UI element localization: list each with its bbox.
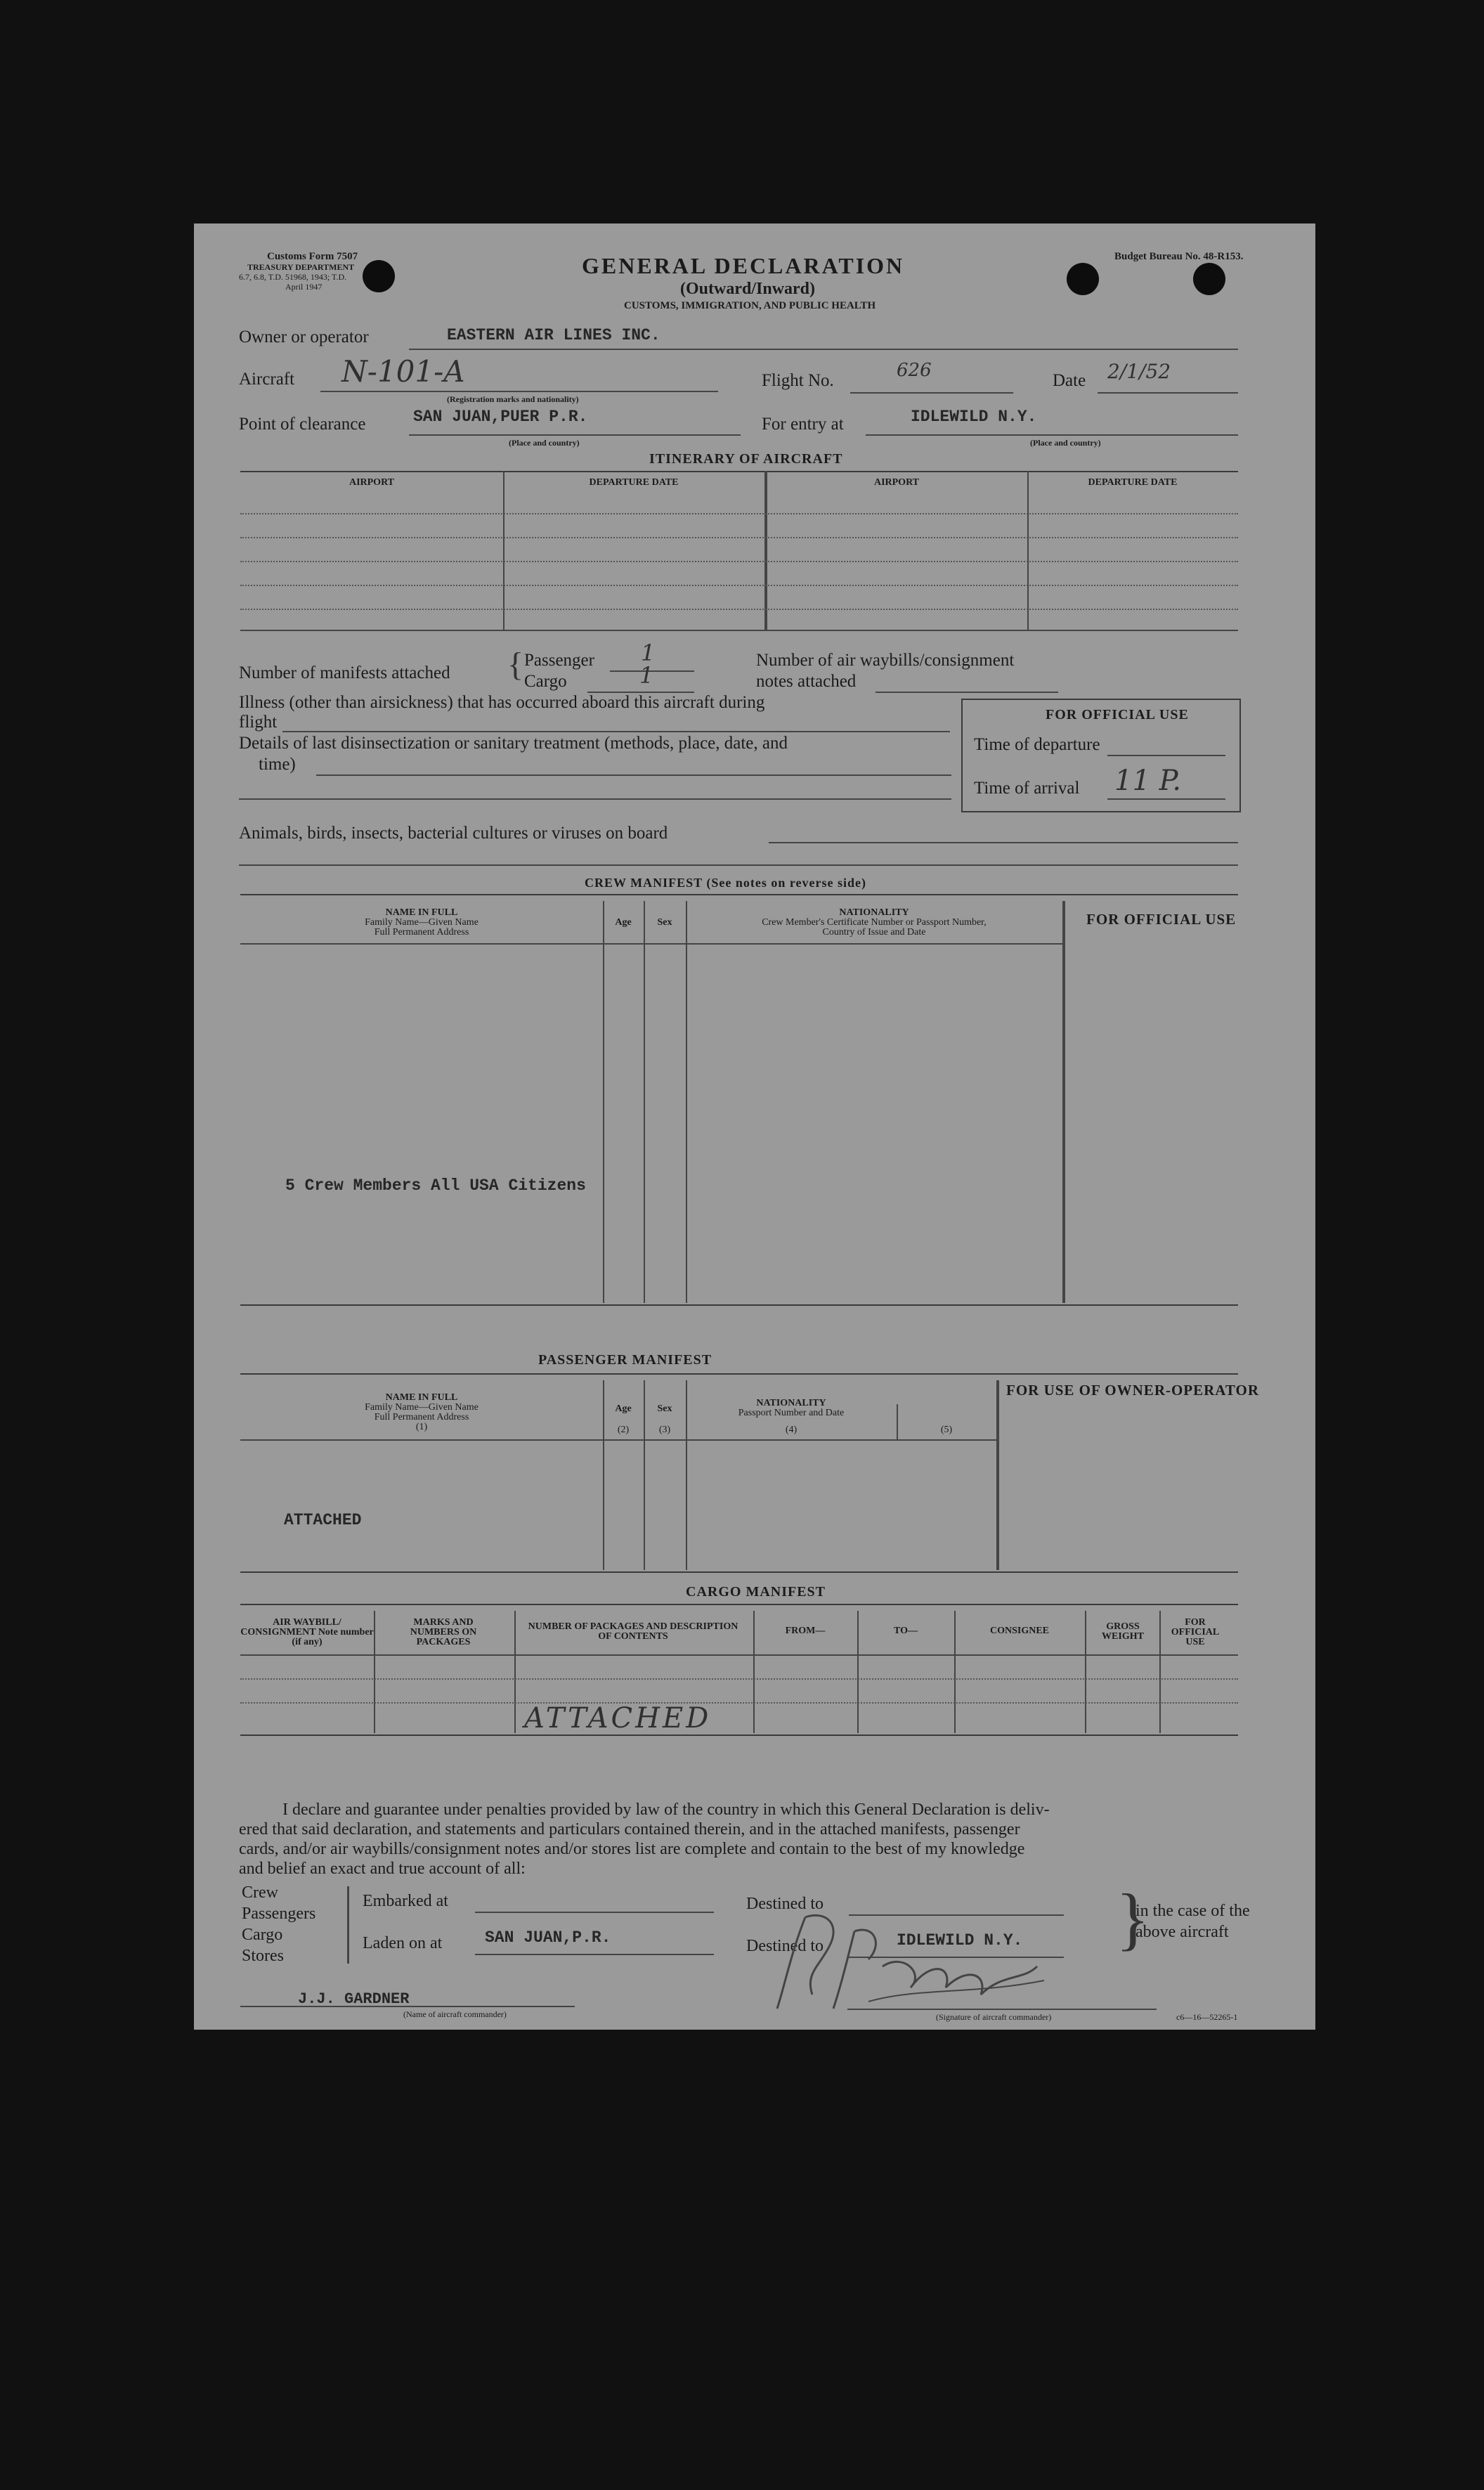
itinerary-title: ITINERARY OF AIRCRAFT [649,451,843,467]
date-label: Date [1053,371,1086,390]
laden-value: SAN JUAN,P.R. [485,1928,611,1947]
time-arrival-value: 11 P. [1114,765,1182,797]
cargo-col-packages: NUMBER OF PACKAGES AND DESCRIPTION OF CONTENTS [528,1621,738,1642]
declaration-stores: Stores [242,1947,284,1965]
crew-col-age: Age [615,917,632,928]
declaration-form-sheet: Customs Form 7507 TREASURY DEPARTMENT 6.7, 6.8, T.D. 51968, 1943; T.D. April 1947 Budget Bureau No. 48-R153. GENERAL DECLARATION (Outward/Inward) CUSTOMS, IMMIGRATION, AND PUBLIC HEALTH Owner or operator EASTERN AIR LINES INC. Aircraft N-101-A (Registration marks and nationality) Flight No. 626 Date 2/1/52 Point of clearance SAN JUAN,PUER P.R. (Place and country) For entry at IDLEWILD N.Y. (Place and country) ITINERARY OF AIRCRAFT AIRPORT DEPARTURE DATE AIRPORT DEPARTURE DATE Number of manifests attached { Passenger 1 Cargo 1 Number of air waybills/consignment notes attached FOR OFFICIAL USE Time of departure Time of arrival 11 P. Illness (other than airsickness) that has occurred aboard this aircraft during flight Details of last disinsectization or sanitary treatment (methods, place, date, and time) Animals, birds, insects, bacterial cultures or viruses on board CREW MANIFEST (See notes on reverse side) NAME IN FULL Family Name—Given Name Full Permanent Address Age Sex NATIONALITY Crew Member's Certificate Number or Passport Number, Country of Issue and Date FOR OFFICIAL USE 5 Crew Members All USA Citizens PASSENGER MANIFEST NAME IN FULL Family Name—Given Name Full Permanent Address (1) Age (2) Sex (3) NATIONALITY Passport Number and Date (4) (5) FOR USE OF OWNER-OPERATOR ATTACHED CARGO MANIFEST AIR WAYBILL/ CONSIGNMENT Note number (if any) MARKS AND NUMBERS ON PACKAGES NUMBER OF PACKAGES AND DESCRIPTION OF CONTENTS FROM— TO— CONSIGNEE GROSS WEIGHT FOR OFFICIAL USE ATTACHED I declare and guarantee under penalties provided by law of the country in which this General Declaration is deliv- ered that said declaration, and statements and particulars contained therein, and in the attached manifests, passenger cards, and/or air waybills/consignment notes and/or stores list are complete and contain to the best of my knowledge and belief an exact and true account of all: Crew Passengers Cargo Stores Embarked at Laden on at SAN JUAN,P.R. Destined to Destined to IDLEWILD N.Y. } in the case of the above aircraft J.J. GARDNER (Name of aircraft commander) (Signature of aircraft commander) c6—16—52265-1 [194,223,1315,2030]
illness-label: Illness (other than airsickness) that has occurred aboard this aircraft during [239,693,765,712]
regulation-reference: 6.7, 6.8, T.D. 51968, 1943; T.D. [239,272,347,282]
declaration-line-4: and belief an exact and true account of all: [239,1860,526,1878]
passenger-col-nationality-2: Passport Number and Date [738,1408,845,1418]
cargo-col-weight: GROSS WEIGHT [1102,1621,1144,1642]
itinerary-col-departure-2: DEPARTURE DATE [1088,477,1178,488]
animals-label: Animals, birds, insects, bacterial cultures or viruses on board [239,824,668,843]
itinerary-col-airport-2: AIRPORT [873,477,920,488]
time-departure-label: Time of departure [974,735,1100,754]
clearance-value: SAN JUAN,PUER P.R. [413,408,588,426]
cargo-col-from: FROM— [785,1626,826,1636]
crew-col-nationality-3: Country of Issue and Date [822,927,926,938]
crew-col-sex: Sex [657,917,672,928]
entry-label: For entry at [762,415,844,434]
manifests-label: Number of manifests attached [239,663,450,682]
passenger-manifest-title: PASSENGER MANIFEST [538,1352,712,1368]
waybills-label-2: notes attached [756,672,857,691]
crew-entry: 5 Crew Members All USA Citizens [285,1176,586,1195]
commander-name: J.J. GARDNER [298,1990,410,2008]
clearance-note: (Place and country) [509,438,580,448]
passenger-col-name-2: Family Name—Given Name [365,1402,479,1413]
cargo-col-consignee: CONSIGNEE [989,1626,1050,1636]
crew-col-name-3: Full Permanent Address [374,927,469,938]
clearance-label: Point of clearance [239,415,366,434]
date-value: 2/1/52 [1107,360,1171,383]
cargo-entry: ATTACHED [524,1702,712,1734]
declaration-cargo: Cargo [242,1926,283,1944]
crew-col-nationality: NATIONALITY [839,907,909,918]
itinerary-col-airport-1: AIRPORT [349,477,395,488]
declaration-crew: Crew [242,1883,278,1902]
crew-col-name-2: Family Name—Given Name [365,917,479,928]
customs-form-number: Customs Form 7507 [267,251,358,262]
declaration-line-3: cards, and/or air waybills/consignment notes and/or stores list are complete and contain to the best of my knowledge [239,1840,1025,1858]
case-label: in the case of the [1135,1902,1250,1920]
passenger-manifests-value: 1 [641,640,656,666]
crew-col-name: NAME IN FULL [385,907,458,918]
itinerary-col-departure-1: DEPARTURE DATE [589,477,679,488]
passenger-manifests-label: Passenger [524,651,594,670]
declaration-line-2: ered that said declaration, and statements and particulars contained therein, and in the attached manifests, passenger [239,1820,1020,1839]
passenger-col-num-5: (5) [940,1425,953,1435]
crew-official-use: FOR OFFICIAL USE [1086,911,1237,928]
passenger-col-num-1: (1) [415,1422,428,1432]
commander-signature-note: (Signature of aircraft commander) [936,2012,1052,2022]
print-code: c6—16—52265-1 [1176,2012,1238,2022]
punch-hole-right [1193,263,1225,295]
owner-label: Owner or operator [239,328,369,346]
illness-label-2: flight [239,713,278,732]
registration-note: (Registration marks and nationality) [447,394,579,404]
cargo-col-waybill: AIR WAYBILL/ CONSIGNMENT Note number (if any) [240,1617,374,1647]
cargo-manifest-title: CARGO MANIFEST [686,1584,826,1600]
disinsect-label-2: time) [259,755,296,774]
flight-value: 626 [897,360,932,381]
cargo-col-official: FOR OFFICIAL USE [1171,1617,1220,1647]
budget-bureau-number: Budget Bureau No. 48-R153. [1114,251,1244,262]
passenger-col-name-3: Full Permanent Address [374,1412,469,1422]
case-label-2: above aircraft [1135,1923,1229,1941]
embarked-label: Embarked at [363,1892,448,1910]
declaration-line-1: I declare and guarantee under penalties provided by law of the country in which this General Declaration is deliv- [282,1801,1050,1819]
official-use-title: FOR OFFICIAL USE [1046,707,1189,722]
commander-signature [763,1889,1058,2016]
treasury-department: TREASURY DEPARTMENT [247,262,355,272]
cargo-col-marks: MARKS AND NUMBERS ON PACKAGES [410,1617,477,1647]
itinerary-table [240,471,1238,631]
cargo-manifests-label: Cargo [524,672,567,691]
destined-value-2: IDLEWILD N.Y. [897,1931,1023,1950]
disinsect-label: Details of last disinsectization or sanitary treatment (methods, place, date, and [239,734,788,753]
passenger-entry: ATTACHED [284,1511,362,1529]
punch-hole-left [363,260,395,292]
owner-operator-use: FOR USE OF OWNER-OPERATOR [1006,1382,1260,1399]
waybills-label: Number of air waybills/consignment [756,651,1015,670]
passenger-col-sex: Sex [657,1403,672,1414]
passenger-col-num-4: (4) [785,1425,798,1435]
entry-value: IDLEWILD N.Y. [911,408,1037,426]
owner-value: EASTERN AIR LINES INC. [447,326,660,344]
passenger-col-age: Age [615,1403,632,1414]
destined-label-2: Destined to [746,1937,824,1955]
form-date-line: April 1947 [285,282,323,292]
aircraft-value: N-101-A [341,354,465,389]
commander-name-note: (Name of aircraft commander) [403,2009,507,2019]
form-subtitle: (Outward/Inward) [680,280,816,298]
destined-label-1: Destined to [746,1895,824,1913]
passenger-col-num-2: (2) [617,1425,630,1435]
passenger-col-nationality: NATIONALITY [756,1398,826,1408]
laden-label: Laden on at [363,1934,443,1952]
flight-label: Flight No. [762,371,834,390]
declaration-passengers: Passengers [242,1905,316,1923]
aircraft-label: Aircraft [239,370,295,389]
crew-col-nationality-2: Crew Member's Certificate Number or Passport Number, [762,917,987,928]
entry-note: (Place and country) [1030,438,1101,448]
cargo-col-to: TO— [894,1626,918,1636]
form-subtitle-agencies: CUSTOMS, IMMIGRATION, AND PUBLIC HEALTH [624,300,876,311]
crew-manifest-table [240,894,1238,1306]
passenger-col-num-3: (3) [658,1425,671,1435]
time-arrival-label: Time of arrival [974,779,1080,798]
passenger-col-name: NAME IN FULL [385,1392,458,1403]
punch-hole-center [1067,263,1099,295]
form-title: GENERAL DECLARATION [582,253,905,278]
cargo-manifests-value: 1 [639,662,654,689]
crew-manifest-title: CREW MANIFEST (See notes on reverse side) [585,876,866,890]
